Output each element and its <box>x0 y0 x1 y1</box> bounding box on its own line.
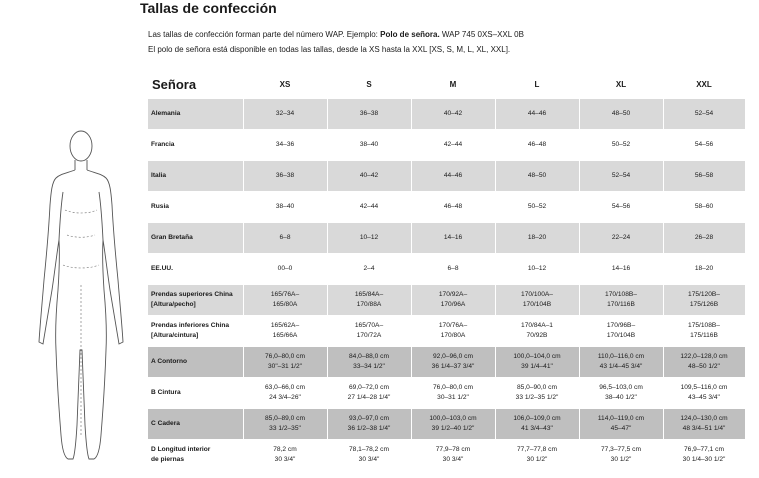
cell-line: 6–8 <box>447 265 459 272</box>
cell-line: 106,0–109,0 cm <box>513 415 561 422</box>
cell-line: 36 1/2–38 1/4" <box>347 425 391 432</box>
table-cell <box>327 192 411 223</box>
table-cell <box>495 378 579 409</box>
cell-line: 18–20 <box>694 265 714 272</box>
table-cell <box>411 99 495 130</box>
table-cell <box>663 223 745 254</box>
table-cell <box>663 409 745 440</box>
cell-line: 52–54 <box>694 110 714 117</box>
cell-line: 36 1/4–37 3/4" <box>431 363 475 370</box>
cell-line: 42–44 <box>359 203 379 210</box>
cell-line: 33 1/2–35 1/2" <box>515 394 559 401</box>
row-label-line: Francia <box>151 141 175 148</box>
cell-line: 96,5–103,0 cm <box>599 384 643 391</box>
table-cell <box>411 254 495 285</box>
table-cell <box>411 161 495 192</box>
row-label-line: Rusia <box>151 203 169 210</box>
table-cell <box>495 99 579 130</box>
table-cell <box>663 285 745 316</box>
table-cell <box>495 223 579 254</box>
row-label <box>148 409 243 440</box>
row-label <box>148 223 243 254</box>
header-row <box>148 70 745 99</box>
cell-line: 165/62A– <box>270 322 300 329</box>
cell-line: 33–34 1/2" <box>353 363 385 370</box>
table-cell <box>663 347 745 378</box>
cell-line: 84,0–88,0 cm <box>349 353 389 360</box>
cell-line: 100,0–104,0 cm <box>513 353 561 360</box>
table-cell <box>243 409 327 440</box>
cell-line: 175/126B <box>689 301 719 308</box>
row-label-line: A Contorno <box>151 358 188 365</box>
column-header: M <box>449 79 457 89</box>
intro-text <box>148 27 748 57</box>
cell-line: 22–24 <box>611 234 631 241</box>
body-silhouette-figure <box>22 80 140 465</box>
cell-line: 30 3/4" <box>274 456 296 464</box>
cell-line: 170/104B <box>606 332 636 339</box>
table-cell <box>327 440 411 471</box>
row-label <box>148 285 243 316</box>
cell-line: 39 1/2–40 1/2" <box>431 425 475 432</box>
cell-line: 77,3–77,5 cm <box>601 446 641 454</box>
row-label-line: Italia <box>151 172 167 179</box>
table-cell <box>579 440 663 471</box>
table-cell <box>327 409 411 440</box>
cell-line: 30 1/4–30 1/2" <box>682 456 726 464</box>
cell-line: 38–40 <box>359 141 379 148</box>
intro-line-2: El polo de señora está disponible en todas las tallas, desde la XS hasta la XXL [XS, S, M, L, XL, XXL]. <box>148 45 511 54</box>
cell-line: 6–8 <box>279 234 291 241</box>
hip-line <box>63 265 99 268</box>
page-title: Tallas de confección <box>140 0 277 16</box>
row-label <box>148 347 243 378</box>
cell-line: 30 1/2" <box>610 456 632 464</box>
cell-line: 14–16 <box>443 234 463 241</box>
cell-line: 38–40 1/2" <box>605 394 637 401</box>
cell-line: 24 3/4–26" <box>269 394 301 401</box>
cell-line: 165/80A <box>272 301 298 308</box>
column-header: L <box>534 79 540 89</box>
table-cell <box>411 192 495 223</box>
column-header: S <box>366 79 372 89</box>
row-label-line: C Cadera <box>151 420 180 427</box>
row-label-line: Gran Bretaña <box>151 234 193 241</box>
table-row <box>148 285 745 316</box>
cell-line: 36–38 <box>359 110 379 117</box>
cell-line: 52–54 <box>611 172 631 179</box>
cell-line: 39 1/4–41" <box>521 363 553 370</box>
cell-line: 175/116B <box>690 332 718 339</box>
row-label-line: D Longitud interior <box>151 446 211 454</box>
column-header: XXL <box>696 79 712 89</box>
cell-line: 10–12 <box>359 234 379 241</box>
table-cell <box>495 316 579 347</box>
cell-line: 42–44 <box>443 141 463 148</box>
table-cell <box>243 316 327 347</box>
row-label <box>148 192 243 223</box>
cell-line: 48–50 <box>611 110 631 117</box>
cell-line: 92,0–96,0 cm <box>433 353 473 360</box>
table-cell <box>495 285 579 316</box>
cell-line: 43 1/4–45 3/4" <box>599 363 643 370</box>
row-label-line: Prendas superiores China <box>151 291 233 298</box>
cell-line: 170/100A– <box>521 291 553 298</box>
cell-line: 33 1/2–35" <box>269 425 301 432</box>
cell-line: 100,0–103,0 cm <box>429 415 477 422</box>
row-label <box>148 316 243 347</box>
table-row <box>148 161 745 192</box>
table-cell <box>243 161 327 192</box>
cell-line: 78,2 cm <box>273 446 297 454</box>
cell-line: 36–38 <box>275 172 295 179</box>
cell-line: 50–52 <box>527 203 547 210</box>
cell-line: 45–47" <box>610 425 632 432</box>
table-cell <box>579 223 663 254</box>
cell-line: 46–48 <box>527 141 547 148</box>
row-label-line: Alemania <box>151 110 181 117</box>
row-label <box>148 254 243 285</box>
table-cell <box>663 254 745 285</box>
intro-line-1-bold: Polo de señora. <box>380 30 440 39</box>
table-row <box>148 316 745 347</box>
cell-line: 10–12 <box>527 265 547 272</box>
table-corner-label: Señora <box>152 76 197 92</box>
cell-line: 77,9–78 cm <box>435 446 471 454</box>
cell-line: 85,0–90,0 cm <box>517 384 557 391</box>
cell-line: 170/108B– <box>605 291 637 298</box>
cell-line: 40–42 <box>443 110 463 117</box>
row-label-line: B Cintura <box>151 389 181 396</box>
table-cell <box>663 316 745 347</box>
cell-line: 38–40 <box>275 203 295 210</box>
table-cell <box>327 254 411 285</box>
cell-line: 170/84A–1 <box>521 322 553 329</box>
table-row <box>148 254 745 285</box>
table-row <box>148 347 745 378</box>
cell-line: 26–28 <box>694 234 714 241</box>
cell-line: 44–46 <box>527 110 547 117</box>
cell-line: 76,9–77,1 cm <box>684 446 724 454</box>
table-cell <box>411 440 495 471</box>
cell-line: 175/120B– <box>688 291 720 298</box>
table-row <box>148 440 745 471</box>
row-label-line: EE.UU. <box>151 265 173 272</box>
table-cell <box>495 161 579 192</box>
cell-line: 43–45 3/4" <box>688 394 720 401</box>
table-row <box>148 99 745 130</box>
cell-line: 170/104B <box>522 301 552 308</box>
cell-line: 122,0–128,0 cm <box>680 353 728 360</box>
table-cell <box>327 285 411 316</box>
cell-line: 54–56 <box>611 203 631 210</box>
size-chart-table <box>148 70 746 471</box>
table-row <box>148 192 745 223</box>
cell-line: 165/76A– <box>270 291 300 298</box>
row-label <box>148 378 243 409</box>
cell-line: 48–50 1/2" <box>688 363 720 370</box>
table-cell <box>579 161 663 192</box>
cell-line: 70/92B <box>526 332 548 339</box>
cell-line: 165/84A– <box>354 291 384 298</box>
table-cell <box>243 99 327 130</box>
table-cell <box>663 161 745 192</box>
cell-line: 170/116B <box>607 301 635 308</box>
cell-line: 30"–31 1/2" <box>267 363 302 370</box>
table-cell <box>327 347 411 378</box>
table-cell <box>327 130 411 161</box>
cell-line: 124,0–130,0 cm <box>680 415 728 422</box>
table-cell <box>243 130 327 161</box>
cell-line: 114,0–119,0 cm <box>597 415 645 422</box>
bust-line <box>65 210 97 213</box>
intro-line-1-text: Las tallas de confección forman parte del número WAP. Ejemplo: <box>148 30 381 39</box>
table-cell <box>327 223 411 254</box>
cell-line: 40–42 <box>359 172 379 179</box>
row-label <box>148 161 243 192</box>
table-cell <box>495 440 579 471</box>
cell-line: 30 1/2" <box>526 456 548 464</box>
cell-line: 93,0–97,0 cm <box>349 415 389 422</box>
table-cell <box>579 378 663 409</box>
row-label-line: [Altura/cintura] <box>151 332 199 339</box>
table-cell <box>243 285 327 316</box>
cell-line: 76,0–80,0 cm <box>265 353 305 360</box>
table-cell <box>579 316 663 347</box>
table-cell <box>495 254 579 285</box>
table-cell <box>243 440 327 471</box>
cell-line: 2–4 <box>363 265 375 272</box>
table-cell <box>411 378 495 409</box>
table-cell <box>579 99 663 130</box>
cell-line: 30–31 1/2" <box>437 394 469 401</box>
row-label-line: Prendas inferiores China <box>151 322 230 329</box>
table-cell <box>243 254 327 285</box>
row-label-line: [Altura/pecho] <box>151 301 196 308</box>
table-cell <box>579 409 663 440</box>
table-row <box>148 409 745 440</box>
table-cell <box>411 347 495 378</box>
cell-line: 00–0 <box>277 265 293 272</box>
intro-line-1 <box>148 27 748 42</box>
table-cell <box>327 99 411 130</box>
table-row <box>148 130 745 161</box>
cell-line: 170/92A– <box>438 291 468 298</box>
table-cell <box>327 378 411 409</box>
table-cell <box>411 316 495 347</box>
table-cell <box>411 409 495 440</box>
table-cell <box>327 161 411 192</box>
cell-line: 48–50 <box>527 172 547 179</box>
cell-line: 44–46 <box>443 172 463 179</box>
cell-line: 69,0–72,0 cm <box>349 384 389 391</box>
waist-line <box>67 235 95 237</box>
cell-line: 30 3/4" <box>358 456 380 464</box>
table-cell <box>579 192 663 223</box>
table-cell <box>663 99 745 130</box>
row-label <box>148 440 243 471</box>
table-cell <box>663 378 745 409</box>
table-cell <box>495 192 579 223</box>
cell-line: 63,0–66,0 cm <box>265 384 305 391</box>
cell-line: 58–60 <box>694 203 714 210</box>
cell-line: 18–20 <box>527 234 547 241</box>
table-cell <box>243 192 327 223</box>
table-cell <box>579 130 663 161</box>
cell-line: 30 3/4" <box>442 456 464 464</box>
table-cell <box>663 440 745 471</box>
table-cell <box>243 378 327 409</box>
table-cell <box>411 130 495 161</box>
cell-line: 78,1–78,2 cm <box>349 446 389 454</box>
cell-line: 165/70A– <box>354 322 384 329</box>
cell-line: 85,0–89,0 cm <box>265 415 305 422</box>
cell-line: 50–52 <box>611 141 631 148</box>
cell-line: 170/96B– <box>606 322 636 329</box>
table-cell <box>495 409 579 440</box>
row-label <box>148 130 243 161</box>
cell-line: 54–56 <box>694 141 714 148</box>
cell-line: 76,0–80,0 cm <box>433 384 473 391</box>
cell-line: 14–16 <box>611 265 631 272</box>
cell-line: 170/80A <box>440 332 466 339</box>
table-cell <box>495 130 579 161</box>
cell-line: 32–34 <box>275 110 295 117</box>
column-header: XL <box>615 79 627 89</box>
table-cell <box>411 223 495 254</box>
cell-line: 77,7–77,8 cm <box>517 446 557 454</box>
table-cell <box>243 223 327 254</box>
cell-line: 175/108B– <box>688 322 720 329</box>
table-cell <box>411 285 495 316</box>
cell-line: 56–58 <box>694 172 714 179</box>
row-label <box>148 99 243 130</box>
table-cell <box>579 254 663 285</box>
row-label-line: de piernas <box>151 456 184 464</box>
table-cell <box>663 192 745 223</box>
cell-line: 41 3/4–43" <box>521 425 553 432</box>
intro-line-1-code: WAP 745 0XS–XXL 0B <box>439 30 524 39</box>
cell-line: 110,0–116,0 cm <box>597 353 645 360</box>
column-header: XS <box>279 79 291 89</box>
cell-line: 27 1/4–28 1/4" <box>347 394 391 401</box>
cell-line: 109,5–116,0 cm <box>680 384 728 391</box>
table-cell <box>663 130 745 161</box>
table-cell <box>579 285 663 316</box>
table-row <box>148 378 745 409</box>
table-row <box>148 223 745 254</box>
cell-line: 165/66A <box>272 332 298 339</box>
cell-line: 48 3/4–51 1/4" <box>682 425 726 432</box>
table-cell <box>243 347 327 378</box>
cell-line: 170/96A <box>440 301 466 308</box>
table-cell <box>327 316 411 347</box>
table-cell <box>579 347 663 378</box>
cell-line: 46–48 <box>443 203 463 210</box>
cell-line: 170/88A <box>356 301 382 308</box>
cell-line: 170/76A– <box>438 322 468 329</box>
cell-line: 170/72A <box>356 332 382 339</box>
table-cell <box>495 347 579 378</box>
cell-line: 34–36 <box>275 141 295 148</box>
